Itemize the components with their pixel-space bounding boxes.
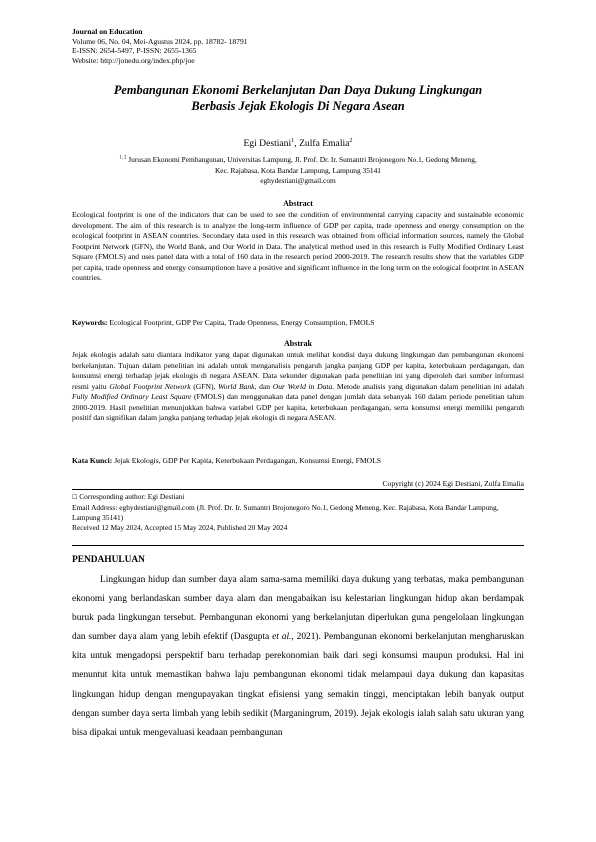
abstract-text: Ecological footprint is one of the indicators that can be used to see the condition of environmental carrying capacity and sustainable economic development. The aim of this research is to analyze the long-term influence of GDP per capita, trade openness and energy consumption on the ecological footprint in ASEAN countries. Secondary data used in this research was obtained from official information sources, namely the Global Footprint Network (GFN), the World Bank, and Our World in Data. The analytical method used in this research is Fully Modified Ordinary Least Square (FMOLS) and uses panel data with a total of 160 data in the research period 2000-2019. The research results show that the variables GDP per capita, trade openness and energy consumptionon have a positive and significant influence in the long term on the eological footprint in ASEAN countries. — [72, 210, 524, 282]
abstrak-part2: (GFN), — [190, 381, 219, 391]
corresponding-author-icon: ☐ — [72, 494, 78, 501]
intro-paragraph — [72, 571, 524, 743]
abstrak-part4: . Metode analisis yang digunakan dalam penelitian ini adalah — [332, 381, 525, 391]
author-1-sup: 1 — [291, 136, 295, 144]
author-1: Egi Destiani — [243, 138, 292, 149]
abstract-heading: Abstract — [283, 199, 313, 208]
author-list — [60, 138, 536, 149]
kata-kunci-label: Kata Kunci: — [72, 456, 113, 465]
journal-header — [72, 27, 248, 65]
paper-title-line1: Pembangunan Ekonomi Berkelanjutan Dan Daya Dukung Lingkungan — [113, 83, 483, 97]
affiliation-email[interactable]: eghydestiani@gmail.com — [260, 176, 336, 185]
correspondence — [72, 492, 524, 533]
affiliation-sup: 1, 2 — [119, 155, 127, 161]
section-heading: PENDAHULUAN — [72, 555, 145, 565]
paper-title — [60, 82, 536, 114]
kata-kunci-text: Jejak Ekologis, GDP Per Kapita, Keterbukaan Perdagangan, Konsumsi Energi, FMOLS — [114, 456, 381, 465]
divider — [72, 489, 524, 490]
keywords-text: Ecological Footprint, GDP Per Capita, Trade Openness, Energy Consumption, FMOLS — [109, 318, 375, 327]
abstrak-part3: dan — [256, 381, 273, 391]
abstrak-italic-2: World Bank, — [218, 381, 257, 391]
author-2-sup: 2 — [349, 136, 353, 144]
abstrak-part5: (FMOLS) dan menggunakan data panel dengan jumlah data sebanyak 160 dalam periode penelitian tahun 2000-2019. Hasil penelitian menunjukkan bahwa variabel GDP per kapita, keterbukaan perdagangan, serta konsumsi energi memiliki pengaruh positif dan signifikan dalam jangka panjang terhadap jejak ekologis di negara ASEAN. — [72, 392, 524, 422]
journal-issn: E-ISSN: 2654-5497, P-ISSN: 2655-1365 — [72, 46, 197, 56]
copyright: Copyright (c) 2024 Egi Destiani, Zulfa Emalia — [382, 479, 524, 488]
keywords-label: Keywords: — [72, 318, 108, 327]
author-2: Zulfa Emalia — [299, 138, 350, 149]
received-dates: Received 12 May 2024, Accepted 15 May 2024, Published 20 May 2024 — [72, 523, 288, 532]
corresponding-author: Corresponding author: Egi Destiani — [79, 492, 185, 501]
affiliation-line2: Kec. Rajabasa, Kota Bandar Lampung, Lampung 35141 — [214, 165, 382, 175]
intro-italic: et al. — [272, 632, 292, 643]
intro-text-1: Lingkungan hidup dan sumber daya alam sama-sama memiliki daya dukung yang terbatas, maka pembangunan ekonomi yang berlandaskan sumber daya alam dan mengabaikan isu kelestarian lingkungan hidup akan berdampak buruk pada lingkungan tersebut. Pembangunan ekonomi yang berkelanjutan diperlukan guna pengelolaan lingkungan dan sumber daya alam yang lebih efektif (Dasgupta — [72, 575, 524, 643]
paper-title-line2: Berbasis Jejak Ekologis Di Negara Asean — [191, 99, 405, 113]
abstrak-text — [72, 350, 524, 424]
abstrak-italic-4: Fully Modified Ordinary Least Square — [72, 392, 192, 401]
abstrak-italic-3: Our World in Data — [272, 381, 333, 391]
affiliation-line1: Jurusan Ekonomi Pembangunan, Universitas Lampung, Jl. Prof. Dr. Ir. Sumantri Brojonegoro No.1, Gedong Meneng, — [128, 155, 477, 164]
kata-kunci — [72, 456, 524, 467]
intro-text-2: , 2021). Pembangunan ekonomi berkelanjutan mengharuskan kita untuk mengadopsi perspektif baru terhadap perekonomian baik dari segi konsumsi maupun produksi. Hal ini menuntut kita untuk memastikan bahwa laju pembangunan ekonomi tidak melampaui daya dukung dan kapasitas lingkungan hidup dengan mengupayakan tingkat efisiensi yang semakin tinggi, menciptakan lebih banyak output dengan sumber daya serta limbah yang lebih sedikit (Marganingrum, 2019). Jejak ekologis ialah salah satu ukuran yang bisa dipakai untuk mengevaluasi keadaan pembangunan — [72, 632, 525, 738]
abstrak-part1: Jejak ekologis adalah satu diantara indikator yang dapat digunakan untuk melihat kondisi daya dukung lingkungan dan pembangunan ekonomi berkelanjutan. Tujuan dalam penelitian ini adalah untuk menganalisis pengaruh jangka panjang GDP per kapita, keterbukaan perdagangan, dan konsumsi energi terhadap jejak ekologis di negara ASEAN. Data sekunder digunakan pada penelitian ini yang diperoleh dari sumber informasi resmi yaitu — [72, 350, 524, 391]
divider-2 — [72, 545, 524, 546]
author-separator: , — [294, 138, 300, 149]
journal-website[interactable]: Website: http://jonedu.org/index.php/joe — [72, 55, 195, 65]
abstrak-italic-1: Global Footprint Network — [109, 381, 191, 391]
correspondence-email: Email Address: eghydestiani@gmail.com (Jl. Prof. Dr. Ir. Sumantri Brojonegoro No.1, Gedong Meneng, Kec. Rajabasa, Kota Bandar Lampung, Lampung 35141) — [72, 503, 499, 522]
abstrak-heading: Abstrak — [283, 339, 312, 348]
journal-name: Journal on Education — [72, 27, 143, 36]
keywords — [72, 318, 524, 329]
journal-volume: Volume 06, No. 04, Mei-Agustus 2024, pp. 18782- 18791 — [72, 36, 248, 46]
affiliation — [60, 155, 536, 187]
